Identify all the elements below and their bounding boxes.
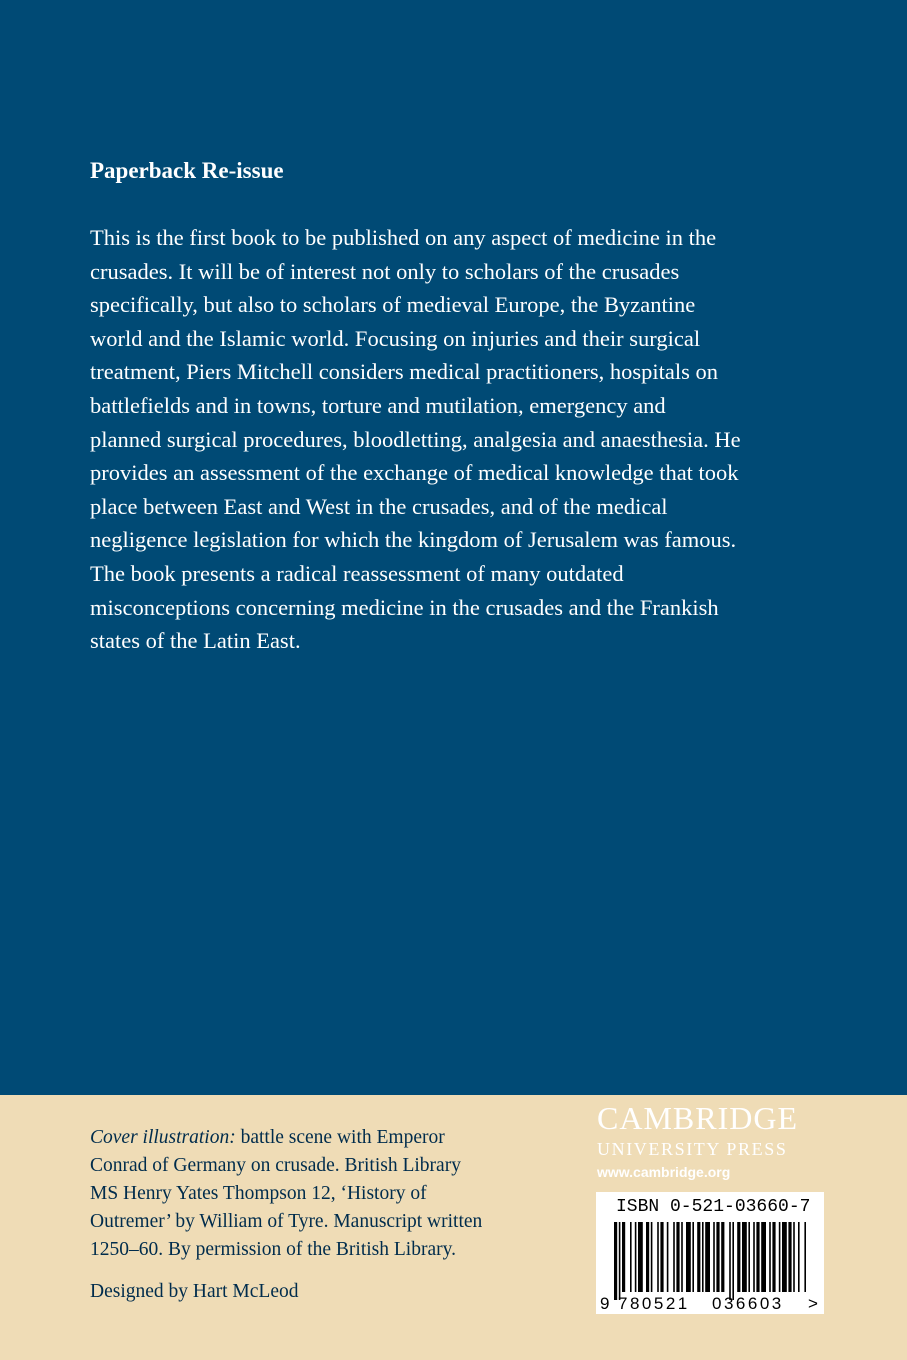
barcode-bar bbox=[732, 1222, 734, 1300]
barcode-bar bbox=[716, 1222, 719, 1292]
barcode-digit-lead: 9 bbox=[600, 1294, 610, 1313]
blurb-line: crusades. It will be of interest not only to scholars of the crusades bbox=[90, 258, 680, 284]
blurb-line: place between East and West in the crusades, and of the medical bbox=[90, 493, 668, 519]
blurb-line: states of the Latin East. bbox=[90, 628, 301, 654]
barcode-bar bbox=[748, 1222, 750, 1292]
blurb-line: misconceptions concerning medicine in the crusades and the Frankish bbox=[90, 594, 719, 620]
cover-illustration-credit bbox=[90, 1124, 570, 1264]
barcode-bar bbox=[619, 1222, 621, 1300]
designer-credit: Designed by Hart McLeod bbox=[90, 1281, 299, 1302]
blurb-line: The book presents a radical reassessment of many outdated bbox=[90, 560, 624, 586]
barcode-bar bbox=[788, 1222, 791, 1292]
barcode-bar bbox=[761, 1222, 766, 1292]
publisher-name: CAMBRIDGE bbox=[597, 1100, 799, 1136]
barcode-bar bbox=[804, 1222, 806, 1292]
barcode-bar bbox=[793, 1222, 795, 1292]
barcode-bar bbox=[702, 1222, 704, 1292]
barcode-bar bbox=[721, 1222, 724, 1292]
barcode-bar bbox=[638, 1222, 643, 1292]
credit-line bbox=[90, 1124, 570, 1152]
barcode-bar bbox=[635, 1222, 637, 1292]
barcode-bar bbox=[686, 1222, 691, 1292]
blurb-line: This is the first book to be published on any aspect of medicine in the bbox=[90, 225, 717, 250]
blurb-line: specifically, but also to scholars of medieval Europe, the Byzantine bbox=[90, 292, 696, 318]
barcode-icon bbox=[596, 1192, 824, 1314]
barcode-bar bbox=[622, 1222, 625, 1292]
barcode-bar bbox=[676, 1222, 679, 1292]
barcode-digit-tail: > bbox=[808, 1294, 818, 1313]
isbn-label: ISBN 0-521-03660-7 bbox=[616, 1197, 811, 1217]
barcode-bar bbox=[782, 1222, 787, 1292]
barcode-bar bbox=[737, 1222, 740, 1292]
barcode-bar bbox=[729, 1222, 731, 1300]
credit-line-rest: battle scene with Emperor bbox=[235, 1127, 445, 1148]
barcode-bar bbox=[756, 1222, 759, 1292]
publisher-subtitle: UNIVERSITY PRESS bbox=[597, 1139, 788, 1159]
barcode-bar bbox=[742, 1222, 747, 1292]
barcode-bar bbox=[651, 1222, 653, 1292]
barcode-bar bbox=[667, 1222, 669, 1292]
credit-line: Outremer’ by William of Tyre. Manuscript written bbox=[90, 1211, 483, 1232]
barcode-bar bbox=[673, 1222, 675, 1292]
barcode-bar bbox=[772, 1222, 775, 1292]
barcode-bar bbox=[630, 1222, 632, 1292]
barcode-bar bbox=[769, 1222, 771, 1292]
barcode-bar bbox=[692, 1222, 694, 1292]
blurb-line: planned surgical procedures, bloodletting, analgesia and anaesthesia. He bbox=[90, 426, 741, 452]
blurb-line: treatment, Piers Mitchell considers medical practitioners, hospitals on bbox=[90, 359, 718, 385]
barcode-bar bbox=[713, 1222, 715, 1292]
barcode-bar bbox=[705, 1222, 710, 1292]
credit-line: Conrad of Germany on crusade. British Library bbox=[90, 1155, 461, 1176]
blurb-line: negligence legislation for which the kingdom of Jerusalem was famous. bbox=[90, 527, 737, 553]
barcode-bar bbox=[681, 1222, 683, 1292]
barcode-bar bbox=[646, 1222, 649, 1292]
barcode-digits-right: 036603 bbox=[712, 1294, 784, 1313]
isbn-barcode-box bbox=[596, 1192, 824, 1314]
barcode-bar bbox=[798, 1222, 800, 1292]
edition-heading: Paperback Re-issue bbox=[90, 158, 284, 183]
credit-line: 1250–60. By permission of the British Library. bbox=[90, 1239, 456, 1260]
credit-label: Cover illustration: bbox=[90, 1127, 236, 1148]
barcode-bar bbox=[779, 1222, 781, 1292]
blurb-line: world and the Islamic world. Focusing on injuries and their surgical bbox=[90, 325, 701, 351]
blurb-line: provides an assessment of the exchange of medical knowledge that took bbox=[90, 460, 739, 486]
description-blurb bbox=[90, 221, 850, 658]
barcode-digits-left: 780521 bbox=[618, 1294, 690, 1313]
publisher-url: www.cambridge.org bbox=[597, 1164, 731, 1180]
barcode-bar bbox=[753, 1222, 755, 1292]
barcode-bar bbox=[697, 1222, 700, 1292]
barcode-bar bbox=[657, 1222, 659, 1292]
barcode-bar bbox=[660, 1222, 663, 1292]
blurb-line: battlefields and in towns, torture and mutilation, emergency and bbox=[90, 392, 666, 418]
credit-line: MS Henry Yates Thompson 12, ‘History of bbox=[90, 1183, 427, 1204]
barcode-bar bbox=[614, 1222, 617, 1300]
